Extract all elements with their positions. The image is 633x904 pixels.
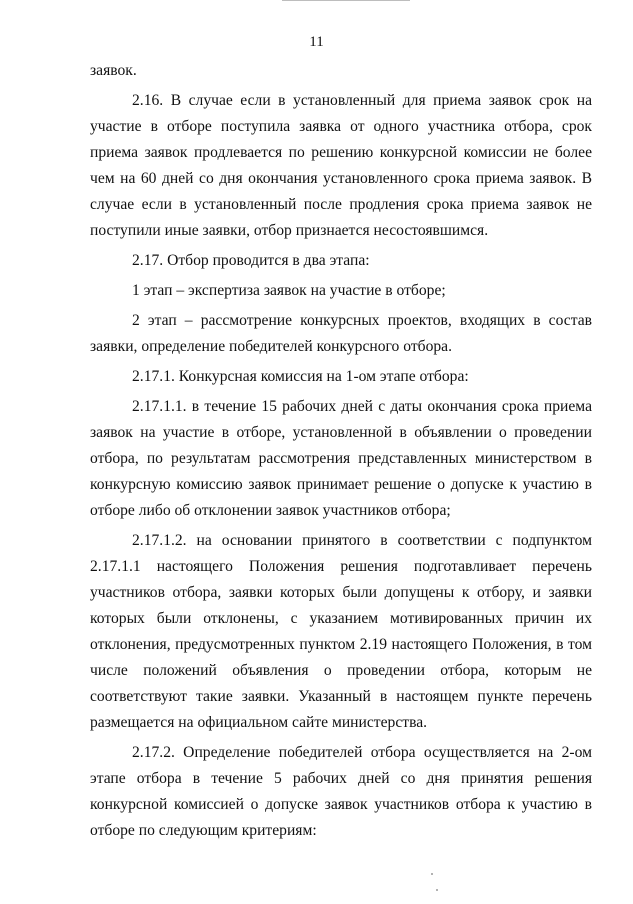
paragraph-2-17-1-2: 2.17.1.2. на основании принятого в соответствии с подпунктом 2.17.1.1 настоящего Положения решения подготавливает перечень участников отбора, заявки которых были допущены к отбору, и заявки которых были отклонены, с указанием мотивированных причин их отклонения, предусмотренных пунктом 2.19 настоящего Положения, в том числе положений объявления о проведении отбора, которым не соответствуют такие заявки. Указанный в настоящем пункте перечень размещается на официальном сайте министерства. <box>90 532 592 731</box>
paragraph-2-17: 2.17. Отбор проводится в два этапа: <box>132 252 370 269</box>
paragraph-stage-1: 1 этап – экспертиза заявок на участие в отборе; <box>132 282 446 299</box>
paragraph-2-17-1-1: 2.17.1.1. в течение 15 рабочих дней с даты окончания срока приема заявок на участие в отборе, установленной в объявлении о проведении отбора, по результатам рассмотрения представленных министерством в конкурсную комиссию заявок принимает решение о допуске к участию в отборе либо об отклонении заявок участников отбора; <box>90 398 592 519</box>
paragraph-2-17-2: 2.17.2. Определение победителей отбора осуществляется на 2-ом этапе отбора в течение 5 рабочих дней со дня принятия решения конкурсной комиссией о допуске заявок участников отбора к участию в отборе по следующим критериям: <box>90 744 592 839</box>
paragraph-2-16: 2.16. В случае если в установленный для приема заявок срок на участие в отборе поступила заявка от одного участника отбора, срок приема заявок продлевается по решению конкурсной комиссии не более чем на 60 дней со дня окончания установленного срока приема заявок. В случае если в установленный после продления срока приема заявок не поступили иные заявки, отбор признается несостоявшимся. <box>90 92 592 239</box>
paragraph-continuation: заявок. <box>90 62 137 79</box>
document-body <box>90 58 592 844</box>
scan-edge-line <box>282 0 410 1</box>
paragraph-stage-2: 2 этап – рассмотрение конкурсных проектов, входящих в состав заявки, определение победителей конкурсного отбора. <box>90 312 592 355</box>
page-number: 11 <box>309 34 324 50</box>
scan-speck <box>431 873 433 875</box>
paragraph-2-17-1: 2.17.1. Конкурсная комиссия на 1-ом этапе отбора: <box>132 368 469 385</box>
scan-speck <box>436 889 438 891</box>
